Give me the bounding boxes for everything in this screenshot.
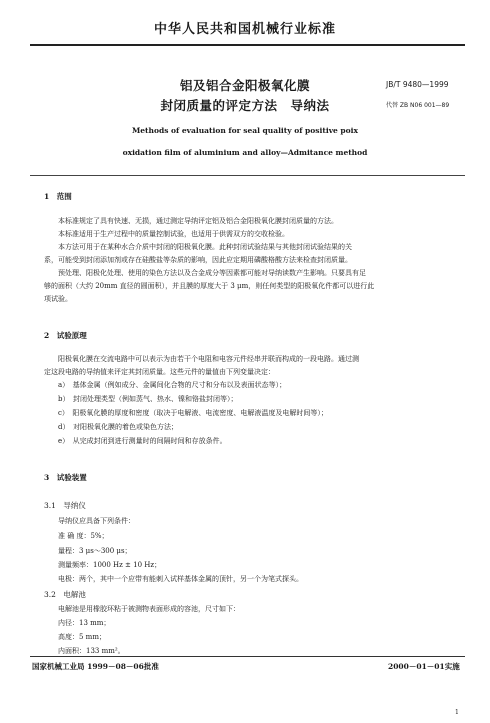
section-3-1-title: 3.1 导纳仪 [44, 501, 86, 510]
header-rule [30, 44, 465, 46]
section-3-2-inner-area: 内面积：133 mm²。 [58, 647, 125, 655]
section-2-item-e: e） 从完成封闭到进行测量时的间隔时间和存放条件。 [58, 437, 227, 445]
section-1-paragraph-3-line-2: 系，可能受到封闭添加剂或存在硅酸盐等杂质的影响，因此应定期用磷酸格酸方法来检查封闭质量。 [44, 256, 352, 264]
section-2-item-d: d） 对阳极氧化膜的着色或染色方法； [58, 423, 178, 431]
section-3-1-range: 量程：3 μs～300 μs； [58, 547, 132, 555]
section-1-paragraph-3-line-1: 本方法可用于在某种水合介质中封闭的阳极氧化膜。此种封闭试验结果与其他封闭试验结果的关 [58, 243, 352, 251]
section-3-1-accuracy: 准 确 度：5%； [58, 532, 109, 540]
section-3-2-intro: 电解池是用橡胶环粘于被测物表面形成的容池，尺寸如下： [58, 605, 240, 613]
standard-type-heading: 中华人民共和国机械行业标准 [153, 22, 336, 37]
section-3-title: 3 试验装置 [44, 473, 87, 482]
page-number: 1 [455, 709, 459, 716]
standard-number: JB/T 9480—1999 [386, 80, 449, 89]
section-3-1-frequency: 测量频率：1000 Hz ± 10 Hz； [58, 561, 162, 569]
english-title-line-1: Methods of evaluation for seal quality of positive poix [131, 126, 358, 135]
section-2-paragraph-line-1: 阳极氧化膜在交流电路中可以表示为由若干个电阻和电容元件经串并联而构成的一段电路。通过测 [58, 355, 359, 363]
section-3-2-height: 高度：5 mm； [58, 633, 106, 641]
footer-rule [30, 656, 465, 657]
section-2-item-c: c） 阳极氧化膜的厚度和密度（取决于电解液、电流密度、电解液温度及电解时间等）； [58, 409, 328, 417]
approval-date: 国家机械工业局 1999－08－06批准 [32, 662, 159, 671]
section-1-paragraph-4-line-3: 项试验。 [44, 295, 72, 303]
title-line-1: 铝及铝合金阳极氧化膜 [179, 78, 310, 93]
section-1-paragraph-1: 本标准规定了具有快速、无损，通过测定导纳评定铝及铝合金阳极氧化膜封闭质量的方法。 [58, 217, 338, 225]
section-3-1-intro: 导纳仪应具备下列条件： [58, 517, 135, 525]
section-3-1-electrodes: 电极：两个，其中一个应带有能刺入试样基体金属的顶针，另一个为笔式探头。 [58, 575, 303, 583]
title-rule [30, 175, 465, 176]
section-2-item-a: a） 基体金属（例如成分、金属间化合物的尺寸和分布以及表面状态等）； [58, 381, 287, 389]
section-2-item-b: b） 封闭处理类型（例如蒸气、热水、镍和铬盐封闭等）； [58, 395, 238, 403]
section-2-title: 2 试验原理 [44, 331, 87, 340]
section-1-paragraph-4-line-2: 够的面积（大约 20mm 直径的圆面积），并且膜的厚度大于 3 μm，则任何类型的阳极氧化件都可以进行此 [44, 282, 375, 290]
section-1-paragraph-2: 本标准适用于生产过程中的质量控制试验，也适用于供需双方的交收检验。 [58, 230, 289, 238]
section-1-title: 1 范围 [44, 192, 72, 201]
section-2-paragraph-line-2: 定这段电路的导纳值来评定其封闭质量。这些元件的量值由下列变量决定： [44, 368, 275, 376]
section-3-2-title: 3.2 电解池 [44, 590, 86, 599]
title-line-2: 封闭质量的评定方法 导纳法 [160, 98, 330, 113]
section-3-2-inner-diameter: 内径：13 mm； [58, 619, 111, 627]
english-title-line-2: oxidation film of aluminium and alloy—Admitance method [122, 148, 368, 157]
implementation-date: 2000－01－01实施 [388, 662, 460, 671]
section-1-paragraph-4-line-1: 预处理、阳极化处理、使用的染色方法以及合金成分等因素都可能对导纳读数产生影响。只要具有足 [58, 269, 366, 277]
replaces-standard: 代替 ZB N06 001—89 [386, 102, 450, 109]
